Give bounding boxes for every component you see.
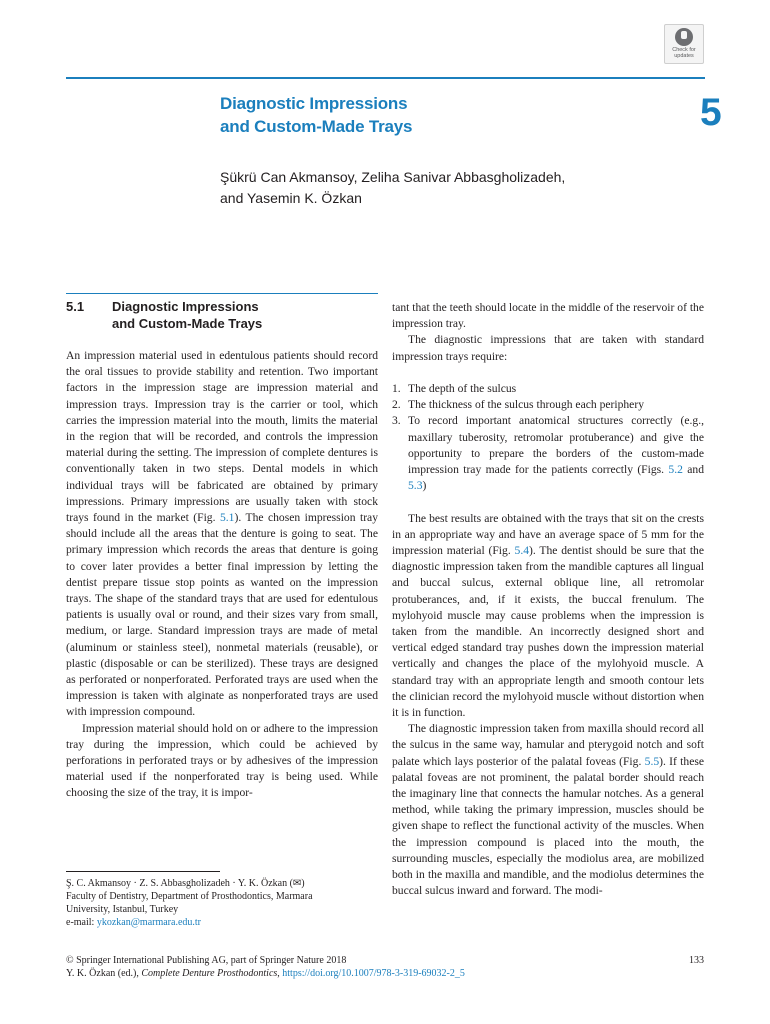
figure-link[interactable]: 5.3 [408, 479, 423, 493]
section-number: 5.1 [66, 299, 85, 314]
footnote-email: e-mail: ykozkan@marmara.edu.tr [66, 917, 201, 928]
page-number: 133 [689, 955, 704, 966]
paragraph: The diagnostic impressions that are taken with standard impression trays require: [392, 333, 704, 363]
author-footnote [66, 877, 378, 929]
figure-link[interactable]: 5.5 [644, 754, 660, 768]
figure-link[interactable]: 5.1 [219, 511, 235, 525]
citation-line: Y. K. Özkan (ed.), Complete Denture Prosthodontics, https://doi.org/10.1007/978-3-319-69032-2_5 [66, 968, 465, 979]
copyright-line: © Springer International Publishing AG, part of Springer Nature 2018 [66, 955, 347, 966]
footnote-affiliation: Faculty of Dentistry, Department of Prosthodontics, Marmara [66, 891, 313, 902]
footnote-rule [66, 871, 220, 872]
paragraph: Impression material should hold on or adhere to the impression tray during the impression, which could be achieved by perforations in perforated trays or by adhesives of the impression material used if the nonperforated tray is being used. While choosing the size of the tray, it is impor- [66, 721, 378, 800]
doi-link[interactable]: https://doi.org/10.1007/978-3-319-69032-2_5 [282, 968, 465, 979]
paragraph: An impression material used in edentulous patients should record the oral tissues to provide stability and retention. Two important factors in the impression stage are impression material and impression trays. Impression tray is the carrier or tool, which carries the impression material into the mouth, limits the material in the region that will be recorded, and controls the impression material during the setting. The impression of complete dentures is conventionally taken in two steps. Dental models in which individual trays will be fabricated are obtained by primary impressions. Primary impressions are usually taken with stock trays found in the market (Fig. 5.1). The chosen impression tray should include all the areas that the denture is going to seat. The primary impression which records the areas that denture is going to cover later provides a better final impression by letting the dentist prepare tissue stop points as wanted on the impression trays. The shape of the standard trays that are used for edentulous patients is usually oval or round, and their sizes vary from small, medium, or large. Standard impression trays are made of metal (aluminum or stainless steel), nonmetal materials (reusable), or plastic (disposable or can be sterilized). These trays are designed as perforated or nonperforated. Perforated trays are used when the impression is taken with alginate as nonperforated trays are used with impression compound. [66, 349, 378, 719]
right-column [392, 300, 704, 899]
chapter-authors: Şükrü Can Akmansoy, Zeliha Sanivar Abbasgholizadeh, and Yasemin K. Özkan [220, 169, 566, 206]
section-rule [66, 293, 378, 294]
paragraph: tant that the teeth should locate in the middle of the reservoir of the impression tray. [392, 301, 704, 331]
header-rule [66, 77, 705, 79]
chapter-title: Diagnostic Impressions and Custom-Made Trays [220, 94, 413, 136]
footnote-authors: Ş. C. Akmansoy · Z. S. Abbasgholizadeh · Y. K. Özkan (✉) [66, 878, 305, 889]
bookmark-icon [675, 28, 693, 46]
check-for-updates-badge[interactable] [664, 24, 704, 64]
paragraph: The diagnostic impression taken from maxilla should record all the sulcus in the same way, hamular and pterygoid notch and soft palate which lays posterior of the palatal foveas (Fig. 5.5). If these palatal foveas are not prominent, the palatal border should reach the imaginary line that connects the hamular notches. As a general method, while taking the primary impression, muscles should be given shape to reflect the functional activity of the muscles. When the impression compound is placed into the mouth, the surrounding muscles, especially the modiolus area, are mobilized both in the maxilla and mandible, and the modiolus determines the buccal sulcus inward and forward. The modi- [392, 722, 705, 898]
page-footer [66, 954, 706, 980]
section-title: Diagnostic Impressions and Custom-Made Trays [112, 299, 263, 331]
paragraph: The best results are obtained with the trays that sit on the crests in an appropriate way and have an average space of 5 mm for the impression material (Fig. 5.4). The dentist should be sure that the diagnostic impression taken from the mandible captures all lingual and buccal sulcus, external oblique line, all retromolar protuberances, and, if it exists, the buccal frenulum. The mylohyoid muscle may cause problems when the impression is taken from the mandible. An incorrectly designed short and vertical edged standard tray pushes down the impression material vertically and changes the place of the mylohyoid muscle. A standard tray with an appropriate length and smooth contour lets the clinician record the mylohyoid muscle without distortion when it is in function. [392, 511, 704, 720]
left-column [66, 348, 378, 802]
email-link[interactable]: ykozkan@marmara.edu.tr [96, 917, 201, 928]
requirements-list [392, 381, 704, 494]
list-item: 1. The depth of the sulcus [392, 382, 517, 395]
footnote-affiliation: University, Istanbul, Turkey [66, 904, 179, 915]
figure-link[interactable]: 5.2 [668, 463, 683, 477]
list-item: 2. The thickness of the sulcus through each periphery [392, 398, 644, 412]
badge-label: Check for updates [672, 47, 696, 59]
list-item: 3. To record important anatomical structures correctly (e.g., maxillary tuberosity, retromolar protuberance) and give the opportunity to prepare the borders of the custom-made impression tray made for the patients correctly (Figs. 5.2 and 5.3) [392, 414, 704, 493]
chapter-number: 5 [700, 91, 722, 134]
figure-link[interactable]: 5.4 [514, 544, 530, 558]
book-title: Complete Denture Prosthodontics [141, 968, 278, 979]
